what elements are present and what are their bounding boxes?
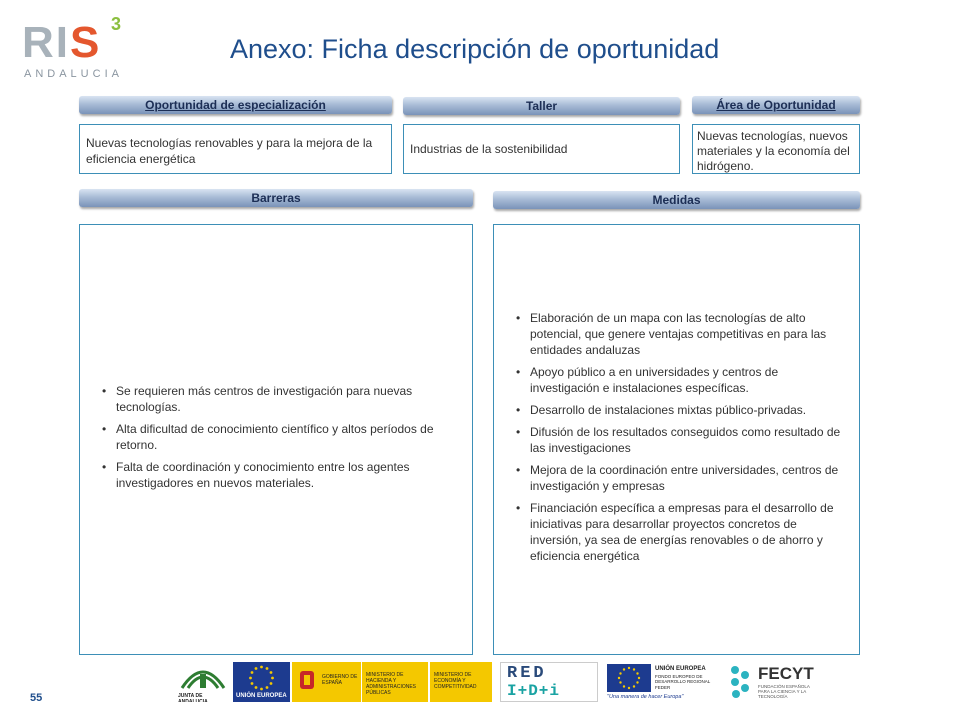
oportunidad-box: Nuevas tecnologías renovables y para la mejora de la eficiencia energética xyxy=(79,124,392,174)
junta-andalucia-logo xyxy=(176,662,230,702)
eu2-flag-icon xyxy=(607,664,651,692)
eu1-label: UNIÓN EUROPEA xyxy=(236,693,287,699)
header-oportunidad: Oportunidad de especialización xyxy=(79,96,392,114)
page-title: Anexo: Ficha descripción de oportunidad xyxy=(230,34,720,64)
min-hacienda-label: MINISTERIO DE HACIENDA Y ADMINISTRACIONES PÚBLICAS xyxy=(366,672,417,696)
feder-logo xyxy=(607,662,723,702)
fecyt-title: FECYT xyxy=(758,664,814,683)
ministerio-hacienda-logo xyxy=(362,662,428,702)
list-item: • Difusión de los resultados conseguidos como resultado de las investigaciones xyxy=(516,424,847,456)
eu-flag-logo xyxy=(233,662,290,702)
fecyt-molecule-icon xyxy=(728,663,754,701)
header-area: Área de Oportunidad xyxy=(692,96,860,114)
logo-text-s: S xyxy=(70,18,102,67)
logo-subtitle: ANDALUCIA xyxy=(24,68,123,80)
header-taller: Taller xyxy=(403,97,680,115)
taller-text: Industrias de la sostenibilidad xyxy=(410,142,568,156)
barreras-box xyxy=(79,224,473,655)
fecyt-subtitle: FUNDACIÓN ESPAÑOLA PARA LA CIENCIA Y LA TECNOLOGÍA xyxy=(758,684,810,699)
eu2-title: UNIÓN EUROPEA xyxy=(655,666,706,672)
logo-text-ri: RI xyxy=(22,18,70,67)
list-item: • Falta de coordinación y conocimiento entre los agentes investigadores en nuevos materiales. xyxy=(102,459,458,491)
red-idi-logo xyxy=(500,662,598,702)
eu2-motto: "Una manera de hacer Europa" xyxy=(607,694,684,700)
eu2-feder: FEDER xyxy=(655,685,671,690)
list-item: • Alta dificultad de conocimiento científico y altos períodos de retorno. xyxy=(102,421,458,453)
red-bottom-text: I+D+i xyxy=(507,682,561,700)
min-economia-label: MINISTERIO DE ECONOMÍA Y COMPETITIVIDAD xyxy=(434,672,477,690)
gobierno-espana-logo xyxy=(292,662,361,702)
list-item: • Se requieren más centros de investigación para nuevas tecnologías. xyxy=(102,383,458,415)
logo-superscript: 3 xyxy=(111,14,122,34)
list-item: • Financiación específica a empresas para el desarrollo de iniciativas para desarrollar proyectos concretos de inversión, ya sea de energías renovables o de ahorro y eficiencia energética xyxy=(516,500,847,564)
list-item: • Elaboración de un mapa con las tecnologías de alto potencial, que genere ventajas competitivas en para las entidades andaluzas xyxy=(516,310,847,358)
page-number: 55 xyxy=(30,692,43,704)
red-top-text: RED xyxy=(507,664,547,683)
junta-label: JUNTA DE ANDALUCIA xyxy=(178,693,208,702)
medidas-list xyxy=(494,310,859,570)
list-item: • Mejora de la coordinación entre universidades, centros de investigación y empresas xyxy=(516,462,847,494)
header-medidas: Medidas xyxy=(493,191,860,209)
barreras-list xyxy=(80,383,472,497)
coat-of-arms-icon xyxy=(295,667,319,697)
header-barreras: Barreras xyxy=(79,189,473,207)
ministerio-economia-logo xyxy=(430,662,492,702)
junta-emblem-icon xyxy=(176,662,230,692)
eu-stars-icon xyxy=(233,662,290,692)
list-item: • Desarrollo de instalaciones mixtas público-privadas. xyxy=(516,402,847,418)
taller-box xyxy=(403,124,680,174)
fecyt-logo xyxy=(728,662,826,702)
ris3-andalucia-logo xyxy=(22,14,142,84)
area-box: Nuevas tecnologías, nuevos materiales y la economía del hidrógeno. xyxy=(692,124,860,174)
medidas-box xyxy=(493,224,860,655)
gobierno-label: GOBIERNO DE ESPAÑA xyxy=(322,674,358,686)
eu2-fondo: FONDO EUROPEO DE DESARROLLO REGIONAL xyxy=(655,674,711,684)
list-item: • Apoyo público a en universidades y centros de investigación e instalaciones específicas. xyxy=(516,364,847,396)
